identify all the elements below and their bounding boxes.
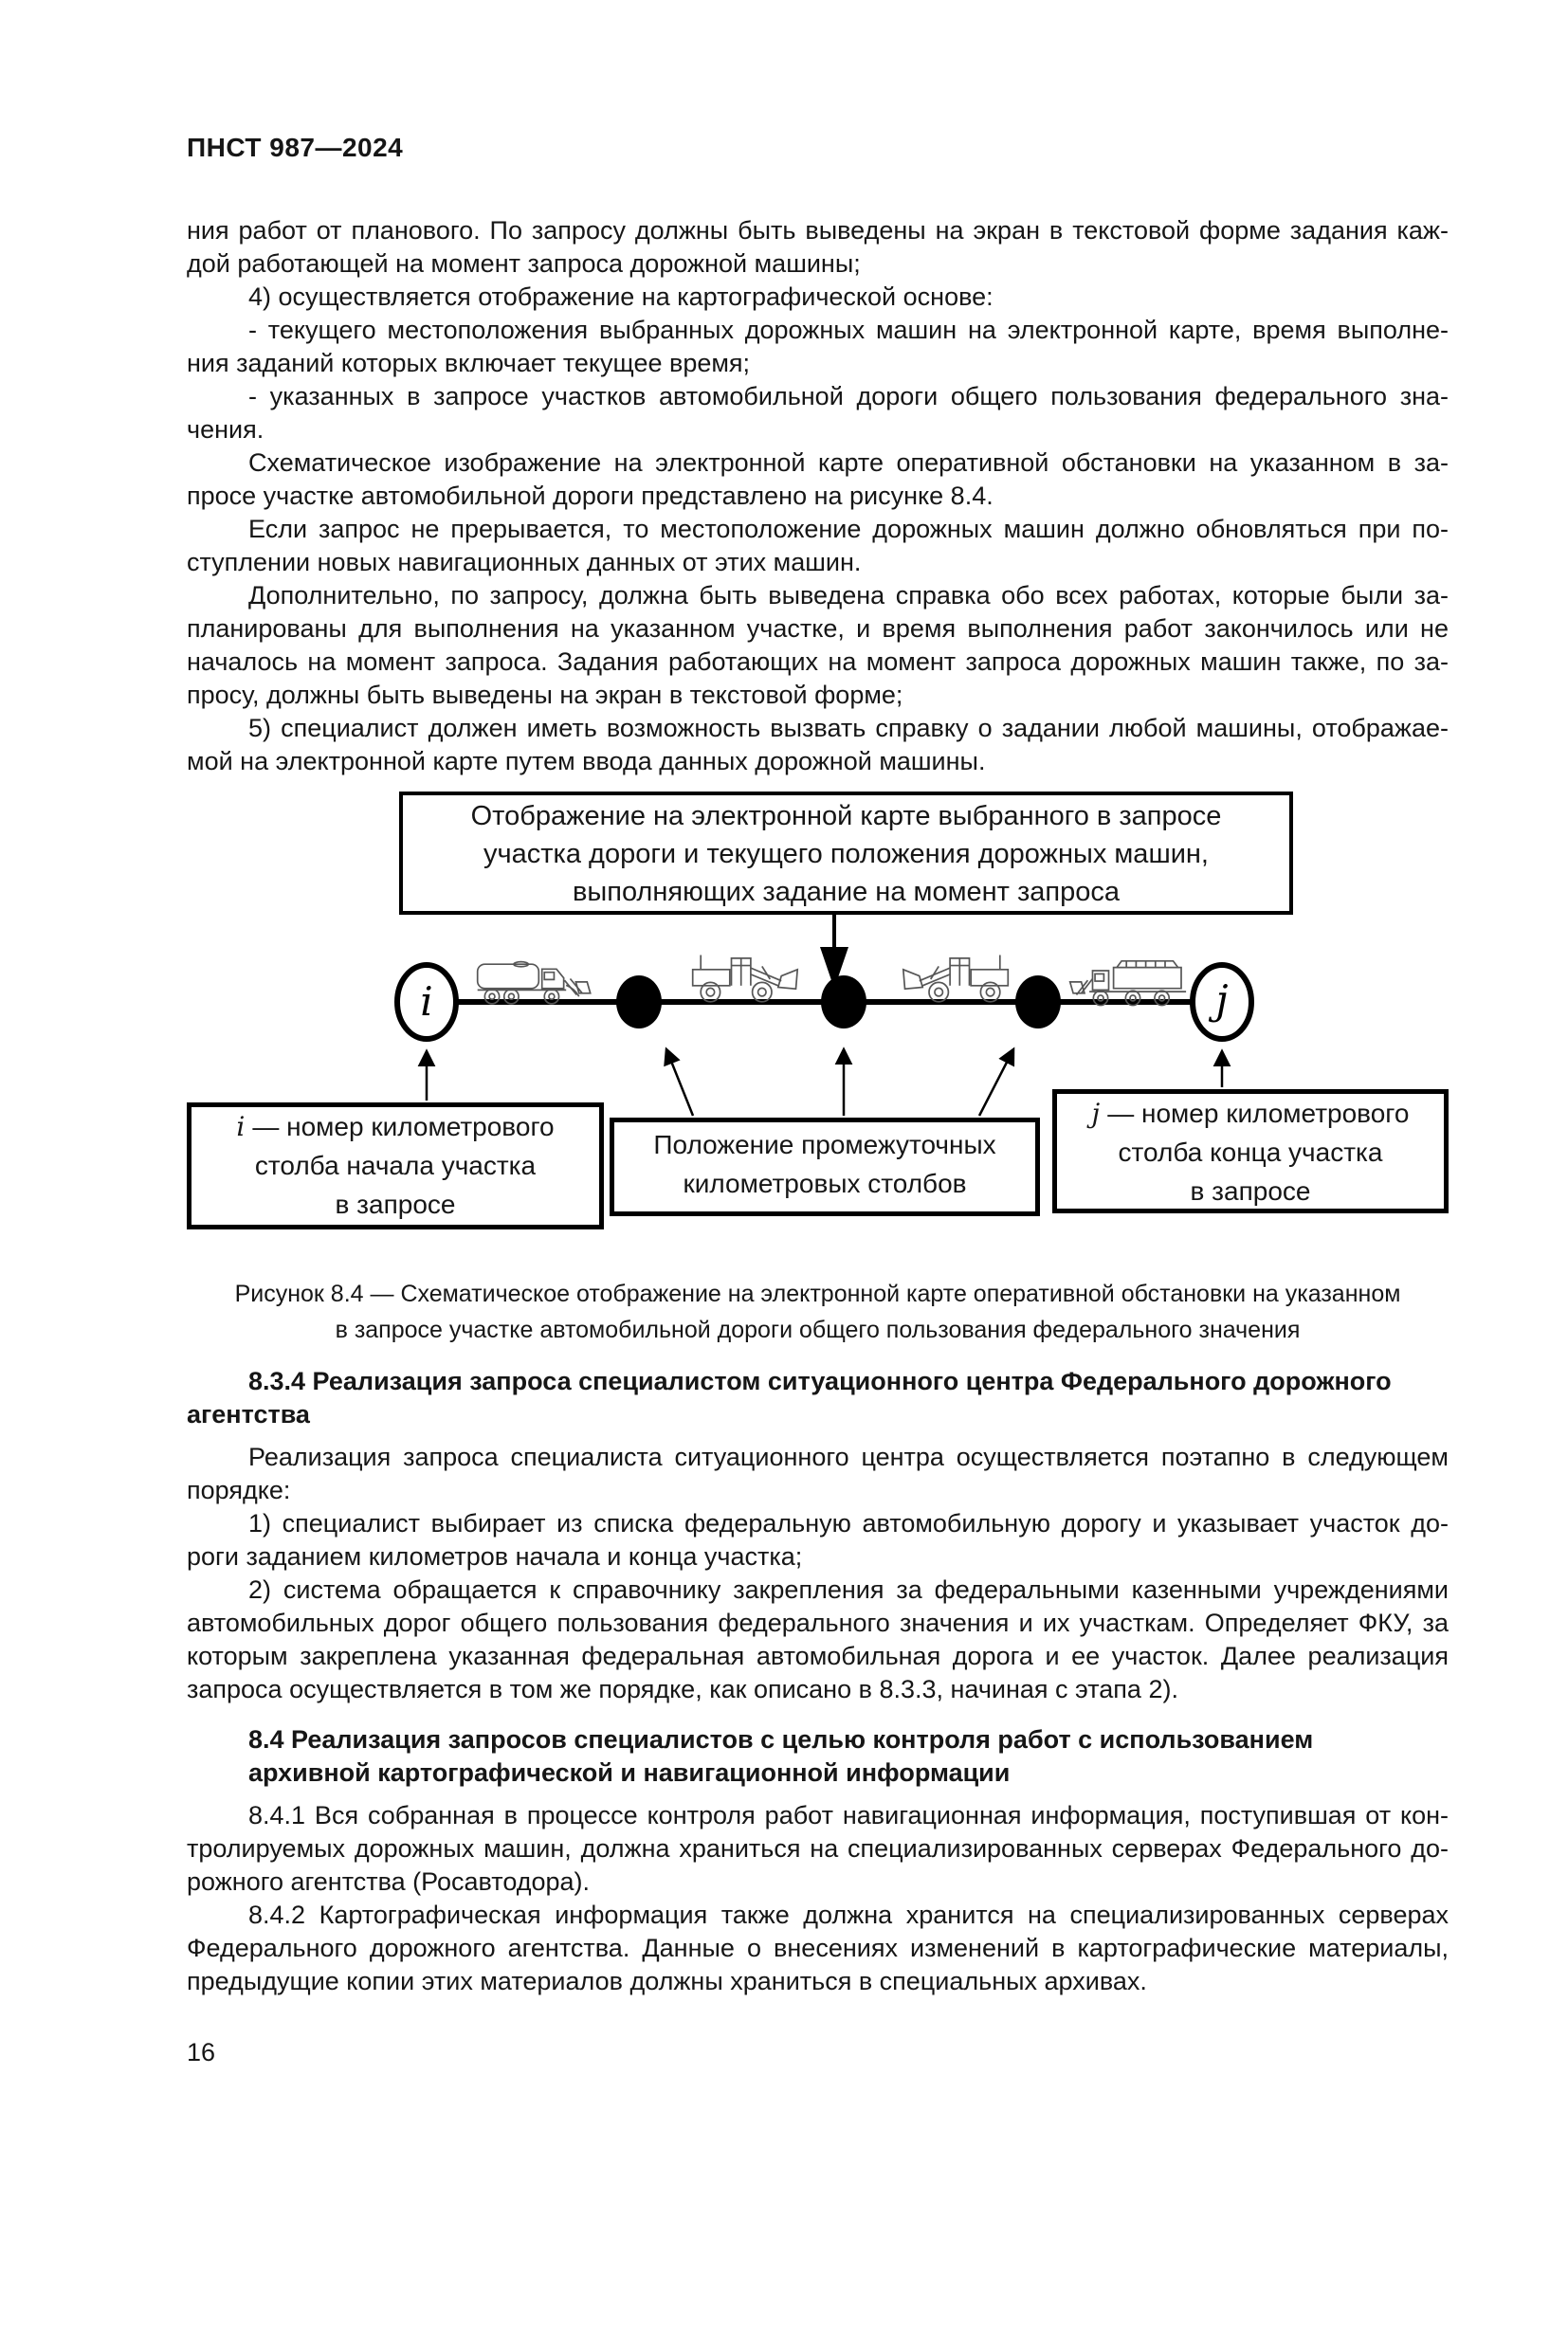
text-line: 2) система обращается к справочнику закрепления за федеральными казенными учреждениями: [248, 1575, 1449, 1604]
figure-middle-label-box: [610, 1118, 1040, 1216]
text-line: чения.: [187, 415, 264, 444]
start-marker-label: i: [420, 978, 433, 1025]
text-line: ния работ от планового. По запросу должны быть выведены на экран в текстовой форме задания каж-: [187, 216, 1449, 245]
top-box-line: выполняющих задание на момент запроса: [572, 877, 1121, 907]
paragraph: [187, 1799, 1449, 1899]
text-line: ния заданий которых включает текущее время;: [187, 349, 751, 377]
text-line: 4) осуществляется отображение на картографической основе:: [248, 282, 994, 311]
standard-code-header: ПНСТ 987—2024: [187, 133, 404, 162]
left-box-line: столба начала участка: [254, 1151, 537, 1180]
wheel-loader-mirrored-icon: [903, 956, 1009, 1002]
middle-box-line: километровых столбов: [683, 1169, 967, 1198]
text-line: Схематическое изображение на электронной карте оперативной обстановки на указанном в за-: [248, 448, 1449, 477]
paragraph: [187, 380, 1449, 446]
page-number: 16: [187, 2038, 216, 2066]
end-marker-symbol: j: [1091, 1098, 1101, 1129]
end-marker-circle: [1193, 965, 1251, 1039]
left-box-line: в запросе: [335, 1190, 456, 1219]
end-marker-label: j: [1215, 976, 1229, 1023]
body-text-lower: [187, 1276, 1449, 1998]
right-box-line: j — номер километрового: [1091, 1098, 1410, 1129]
arrow-to-dot-3: [979, 1049, 1013, 1116]
km-post-dot: [821, 975, 866, 1028]
text-line: тролируемых дорожных машин, должна храниться на специализированных серверах Федерального до-: [187, 1834, 1449, 1863]
text-line: порядке:: [187, 1476, 291, 1504]
section-heading: [187, 1365, 1449, 1431]
text-line: 8.3.4 Реализация запроса специалистом ситуационного центра Федерального дорожного: [248, 1367, 1392, 1395]
text-line: роги заданием километров начала и конца участка;: [187, 1542, 803, 1571]
text-line: 8.4.2 Картографическая информация также должна хранится на специализированных серверах: [248, 1901, 1449, 1929]
paragraph: [187, 214, 1449, 281]
arrow-to-dot-1: [666, 1049, 693, 1116]
text-line: автомобильных дорог общего пользования федерального значения и их участкам. Определяет ФКУ, за: [187, 1609, 1449, 1637]
text-line: 8.4 Реализация запросов специалистов с целью контроля работ с использованием: [248, 1725, 1314, 1754]
paragraph: [187, 712, 1449, 778]
text-line: дой работающей на момент запроса дорожной машины;: [187, 249, 861, 278]
document-page: [0, 131, 1568, 2069]
text-line: Рисунок 8.4 — Схематическое отображение на электронной карте оперативной обстановки на указанном: [234, 1281, 1401, 1307]
paragraph: [187, 579, 1449, 712]
paragraph: [187, 1507, 1449, 1574]
text-line: мой на электронной карте путем ввода данных дорожной машины.: [187, 747, 986, 775]
text-line: Дополнительно, по запросу, должна быть выведена справка обо всех работах, которые были за-: [248, 581, 1449, 610]
right-box-line: столба конца участка: [1118, 1138, 1383, 1167]
tanker-truck-with-plow-icon: [478, 962, 591, 1004]
text-line: ступлении новых навигационных данных от этих машин.: [187, 548, 862, 576]
paragraph: [187, 314, 1449, 380]
paragraph: [187, 281, 1449, 314]
middle-box-line: Положение промежуточных: [653, 1130, 996, 1159]
top-box-line: участка дороги и текущего положения дорожных машин,: [483, 839, 1209, 869]
text-line: предыдущие копии этих материалов должны храниться в специальных архивах.: [187, 1967, 1147, 1995]
text-line: которым закреплена указанная федеральная автомобильная дорога и ее участок. Далее реализация: [187, 1642, 1449, 1670]
text-line: - текущего местоположения выбранных дорожных машин на электронной карте, время выполне-: [248, 316, 1449, 344]
figure-right-label-box: [1052, 1089, 1449, 1213]
figure-caption: [187, 1276, 1449, 1348]
wheel-loader-icon: [693, 956, 798, 1002]
text-line: 1) специалист выбирает из списка федеральную автомобильную дорогу и указывает участок до-: [248, 1509, 1449, 1538]
text-line: запроса осуществляется в том же порядке, как описано в 8.3.3, начиная с этапа 2).: [187, 1675, 1178, 1703]
text-line: в запросе участке автомобильной дороги общего пользования федерального значения: [335, 1317, 1301, 1343]
figure-8-4: [187, 792, 1449, 1232]
top-box-line: Отображение на электронной карте выбранного в запросе: [470, 801, 1222, 831]
text-line: архивной картографической и навигационной информации: [248, 1758, 1011, 1787]
paragraph: [187, 1899, 1449, 1998]
km-post-dot: [616, 975, 662, 1028]
left-box-line: i — номер километрового: [236, 1111, 555, 1142]
text-line: рожного агентства (Росавтодора).: [187, 1867, 591, 1896]
right-box-line: в запросе: [1190, 1176, 1311, 1206]
paragraph: [187, 1574, 1449, 1706]
start-marker-circle: [397, 965, 456, 1039]
text-line: просе участке автомобильной дороги представлено на рисунке 8.4.: [187, 482, 994, 510]
text-line: Если запрос не прерывается, то местоположение дорожных машин должно обновляться при по-: [248, 515, 1449, 543]
paragraph: [187, 1441, 1449, 1507]
section-heading: [187, 1723, 1449, 1790]
text-line: - указанных в запросе участков автомобильной дороги общего пользования федерального зна-: [248, 382, 1449, 410]
start-marker-symbol: i: [236, 1111, 246, 1142]
text-line: 5) специалист должен иметь возможность вызвать справку о задании любой машины, отображае-: [248, 714, 1449, 742]
spreader-truck-with-plow-icon: [1070, 961, 1186, 1006]
km-post-dot: [1015, 975, 1061, 1028]
text-line: Реализация запроса специалиста ситуационного центра осуществляется поэтапно в следующем: [248, 1443, 1449, 1471]
figure-left-label-box: [187, 1102, 604, 1229]
figure-top-box: [399, 792, 1293, 915]
paragraph: [187, 513, 1449, 579]
text-line: 8.4.1 Вся собранная в процессе контроля работ навигационная информация, поступившая от кон-: [248, 1801, 1449, 1829]
body-text-upper: [187, 214, 1449, 778]
text-line: Федерального дорожного агентства. Данные о внесениях изменений в картографические материалы,: [187, 1934, 1449, 1962]
text-line: просу, должны быть выведены на экран в текстовой форме;: [187, 681, 903, 709]
text-line: началось на момент запроса. Задания работающих на момент запроса дорожных машин также, по за-: [187, 647, 1449, 676]
text-line: агентства: [187, 1400, 310, 1429]
text-line: планированы для выполнения на указанном участке, и время выполнения работ закончилось или не: [187, 614, 1449, 643]
paragraph: [187, 446, 1449, 513]
